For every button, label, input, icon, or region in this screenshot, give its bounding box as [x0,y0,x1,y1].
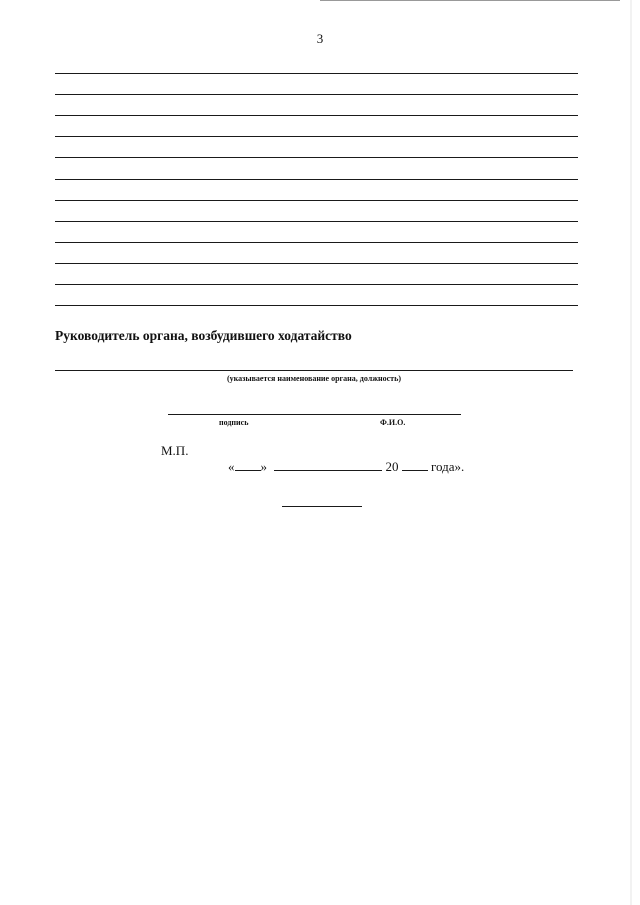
signatory-heading: Руководитель органа, возбудившего ходатайство [55,328,352,343]
seal-label: М.П. [161,443,189,458]
org-name-line [55,370,573,371]
year-suffix: года». [431,459,465,474]
blank-line [55,136,578,137]
blank-line [55,115,578,116]
blank-line [55,305,578,306]
signature-line [168,414,461,415]
blank-line [55,284,578,285]
blank-line [55,263,578,264]
blank-line [55,200,578,201]
month-blank [274,458,382,471]
date-open-quote: « [228,459,235,474]
year-prefix: 20 [385,459,399,474]
signature-caption: подпись [219,418,249,427]
day-blank [235,458,261,471]
name-caption: Ф.И.О. [380,418,406,427]
scan-edge-right [630,0,632,905]
blank-line [55,73,578,74]
year-blank [402,458,428,471]
blank-line [55,221,578,222]
blank-line [55,242,578,243]
end-of-document-line [282,506,362,507]
scan-edge [320,0,620,1]
blank-line [55,157,578,158]
blank-line [55,179,578,180]
date-close-quote: » [260,459,267,474]
org-caption: (указывается наименование органа, должность) [226,374,401,383]
page-number: 3 [316,31,324,46]
date-row [228,458,464,475]
blank-line [55,94,578,95]
